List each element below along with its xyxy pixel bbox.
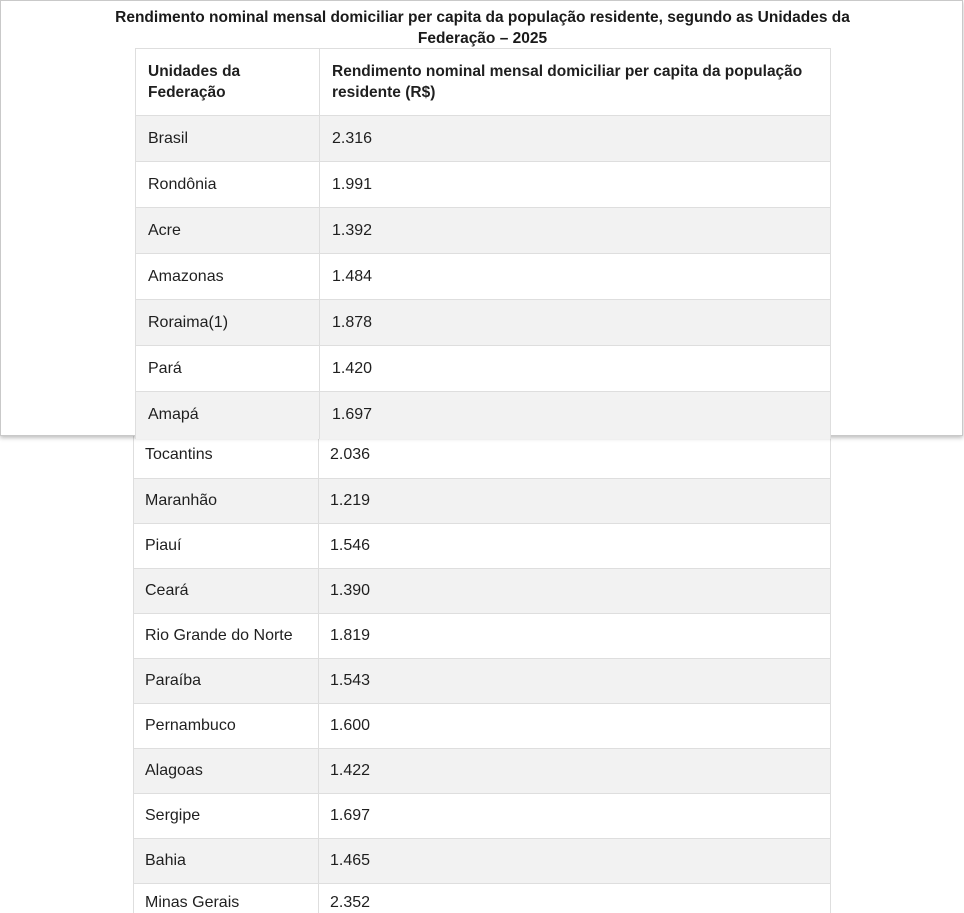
state-cell: Tocantins [134, 432, 319, 479]
income-cell: 1.390 [319, 569, 831, 614]
table-row [134, 614, 831, 659]
state-cell: Paraíba [134, 659, 319, 704]
table-row [136, 162, 831, 208]
state-cell: Rio Grande do Norte [134, 614, 319, 659]
table-row [134, 839, 831, 884]
income-cell: 2.036 [319, 432, 831, 479]
header-income: Rendimento nominal mensal domiciliar per capita da população residente (R$) [320, 49, 831, 116]
income-cell: 1.420 [320, 346, 831, 392]
income-cell: 1.878 [320, 300, 831, 346]
state-cell: Bahia [134, 839, 319, 884]
screenshot-overlay-panel [0, 0, 963, 436]
table-row [134, 704, 831, 749]
income-cell: 1.600 [319, 704, 831, 749]
table-row [134, 432, 831, 479]
income-cell: 1.422 [319, 749, 831, 794]
income-cell: 1.392 [320, 208, 831, 254]
income-cell: 1.819 [319, 614, 831, 659]
state-cell: Acre [136, 208, 320, 254]
state-cell: Sergipe [134, 794, 319, 839]
table-row [136, 116, 831, 162]
income-cell: 1.697 [320, 392, 831, 439]
state-cell: Amazonas [136, 254, 320, 300]
table-header-row [136, 49, 831, 116]
table-row [136, 300, 831, 346]
state-cell: Piauí [134, 524, 319, 569]
data-table [135, 48, 831, 439]
table-row [134, 524, 831, 569]
income-cell: 1.465 [319, 839, 831, 884]
table-row [134, 569, 831, 614]
table-title: Rendimento nominal mensal domiciliar per capita da população residente, segundo as Unidades da Federação – 2025 [115, 9, 850, 47]
table-row [134, 794, 831, 839]
income-cell: 2.352 [319, 884, 831, 913]
header-state: Unidades da Federação [136, 49, 320, 116]
income-cell: 1.991 [320, 162, 831, 208]
state-cell: Pernambuco [134, 704, 319, 749]
state-cell: Roraima(1) [136, 300, 320, 346]
table-row [134, 659, 831, 704]
data-table-continued [133, 431, 831, 913]
table-row [134, 749, 831, 794]
table-row [136, 254, 831, 300]
state-cell: Pará [136, 346, 320, 392]
income-cell: 1.484 [320, 254, 831, 300]
table-row [136, 208, 831, 254]
table-row [136, 346, 831, 392]
state-cell: Alagoas [134, 749, 319, 794]
income-cell: 1.697 [319, 794, 831, 839]
state-cell: Ceará [134, 569, 319, 614]
state-cell: Maranhão [134, 479, 319, 524]
state-cell: Rondônia [136, 162, 320, 208]
income-cell: 2.316 [320, 116, 831, 162]
state-cell: Amapá [136, 392, 320, 439]
state-cell: Brasil [136, 116, 320, 162]
table-row [134, 479, 831, 524]
table-row [134, 884, 831, 913]
income-cell: 1.546 [319, 524, 831, 569]
state-cell: Minas Gerais [134, 884, 319, 913]
income-cell: 1.543 [319, 659, 831, 704]
table-row [136, 392, 831, 439]
income-cell: 1.219 [319, 479, 831, 524]
